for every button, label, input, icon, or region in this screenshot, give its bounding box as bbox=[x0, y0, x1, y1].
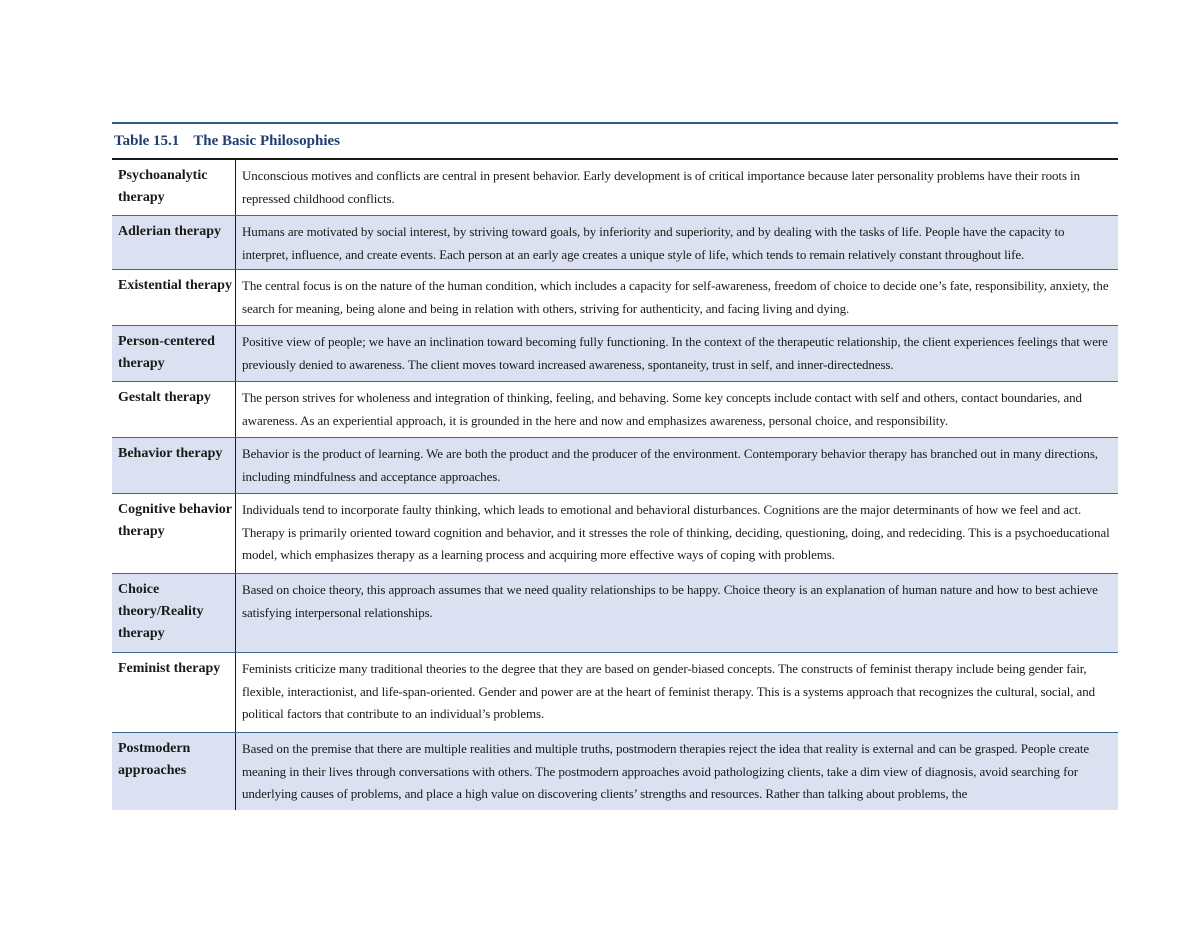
table-row-behavior bbox=[112, 438, 1118, 494]
row-term: Feminist therapy bbox=[112, 653, 236, 732]
row-description: The person strives for wholeness and integration of thinking, feeling, and behaving. Some key concepts include contact with self and others, contact boundaries, and awareness. As an experiential approach, it is grounded in the here and now and emphasizes awareness, personal choice, and responsibility. bbox=[242, 390, 1082, 428]
row-term: Adlerian therapy bbox=[112, 216, 236, 269]
row-term: Gestalt therapy bbox=[112, 382, 236, 437]
table-row-gestalt bbox=[112, 382, 1118, 438]
row-description: Individuals tend to incorporate faulty thinking, which leads to emotional and behavioral disturbances. Cognitions are the major determinants of how we feel and act. Therapy is primarily oriented toward cognition and behavior, and it stresses the role of thinking, deciding, questioning, doing, and redeciding. This is a psychoeducational model, which emphasizes therapy as a learning process and acquiring more effective ways of coping with problems. bbox=[242, 502, 1110, 562]
row-term: Person-centered therapy bbox=[112, 326, 236, 381]
row-description: Behavior is the product of learning. We are both the product and the producer of the environment. Contemporary behavior therapy has branched out in many directions, including mindfulness and acceptance approaches. bbox=[242, 446, 1098, 484]
table-caption bbox=[112, 124, 1118, 158]
table-row-psychoanalytic bbox=[112, 160, 1118, 216]
row-term: Psychoanalytic therapy bbox=[112, 160, 236, 215]
table-page bbox=[112, 122, 1118, 810]
row-description: Unconscious motives and conflicts are central in present behavior. Early development is of critical importance because later personality problems have their roots in repressed childhood conflicts. bbox=[242, 168, 1080, 206]
row-description: Based on the premise that there are multiple realities and multiple truths, postmodern therapies reject the idea that reality is external and can be grasped. People create meaning in their lives through conversations with others. The postmodern approaches avoid pathologizing clients, take a dim view of diagnosis, avoid searching for underlying causes of problems, and place a high value on discovering clients’ strengths and resources. Rather than talking about problems, the bbox=[242, 741, 1090, 801]
table-row-adlerian bbox=[112, 216, 1118, 270]
table-row-feminist bbox=[112, 653, 1118, 733]
row-term: Cognitive behavior therapy bbox=[112, 494, 236, 573]
row-term: Existential therapy bbox=[112, 270, 236, 325]
table-row-cognitive-behavior bbox=[112, 494, 1118, 574]
table-row-choice-reality bbox=[112, 574, 1118, 653]
table-number: Table 15.1 bbox=[114, 132, 180, 149]
row-description: Feminists criticize many traditional theories to the degree that they are based on gender-biased concepts. The constructs of feminist therapy include being gender fair, flexible, interactionist, and life-span-oriented. Gender and power are at the heart of feminist therapy. This is a systems approach that recognizes the cultural, social, and political factors that contribute to an individual’s problems. bbox=[242, 661, 1096, 721]
row-description: Based on choice theory, this approach assumes that we need quality relationships to be happy. Choice theory is an explanation of human nature and how to best achieve satisfying interpersonal relationships. bbox=[242, 582, 1098, 620]
row-term: Postmodern approaches bbox=[112, 733, 236, 810]
row-description: Positive view of people; we have an inclination toward becoming fully functioning. In the context of the therapeutic relationship, the client experiences feelings that were previously denied to awareness. The client moves toward increased awareness, spontaneity, trust in self, and inner-directedness. bbox=[242, 334, 1108, 372]
philosophies-table bbox=[112, 158, 1118, 810]
row-term: Behavior therapy bbox=[112, 438, 236, 493]
table-title: The Basic Philosophies bbox=[193, 132, 340, 149]
row-description: The central focus is on the nature of the human condition, which includes a capacity for self-awareness, freedom of choice to decide one’s fate, responsibility, anxiety, the search for meaning, being alone and being in relation with others, striving for authenticity, and facing living and dying. bbox=[242, 278, 1109, 316]
table-row-person-centered bbox=[112, 326, 1118, 382]
table-row-existential bbox=[112, 270, 1118, 326]
row-description: Humans are motivated by social interest, by striving toward goals, by inferiority and superiority, and by dealing with the tasks of life. People have the capacity to interpret, influence, and create events. Each person at an early age creates a unique style of life, which tends to remain relatively constant throughout life. bbox=[242, 224, 1065, 262]
table-row-postmodern bbox=[112, 733, 1118, 810]
row-term: Choice theory/Reality therapy bbox=[112, 574, 236, 652]
